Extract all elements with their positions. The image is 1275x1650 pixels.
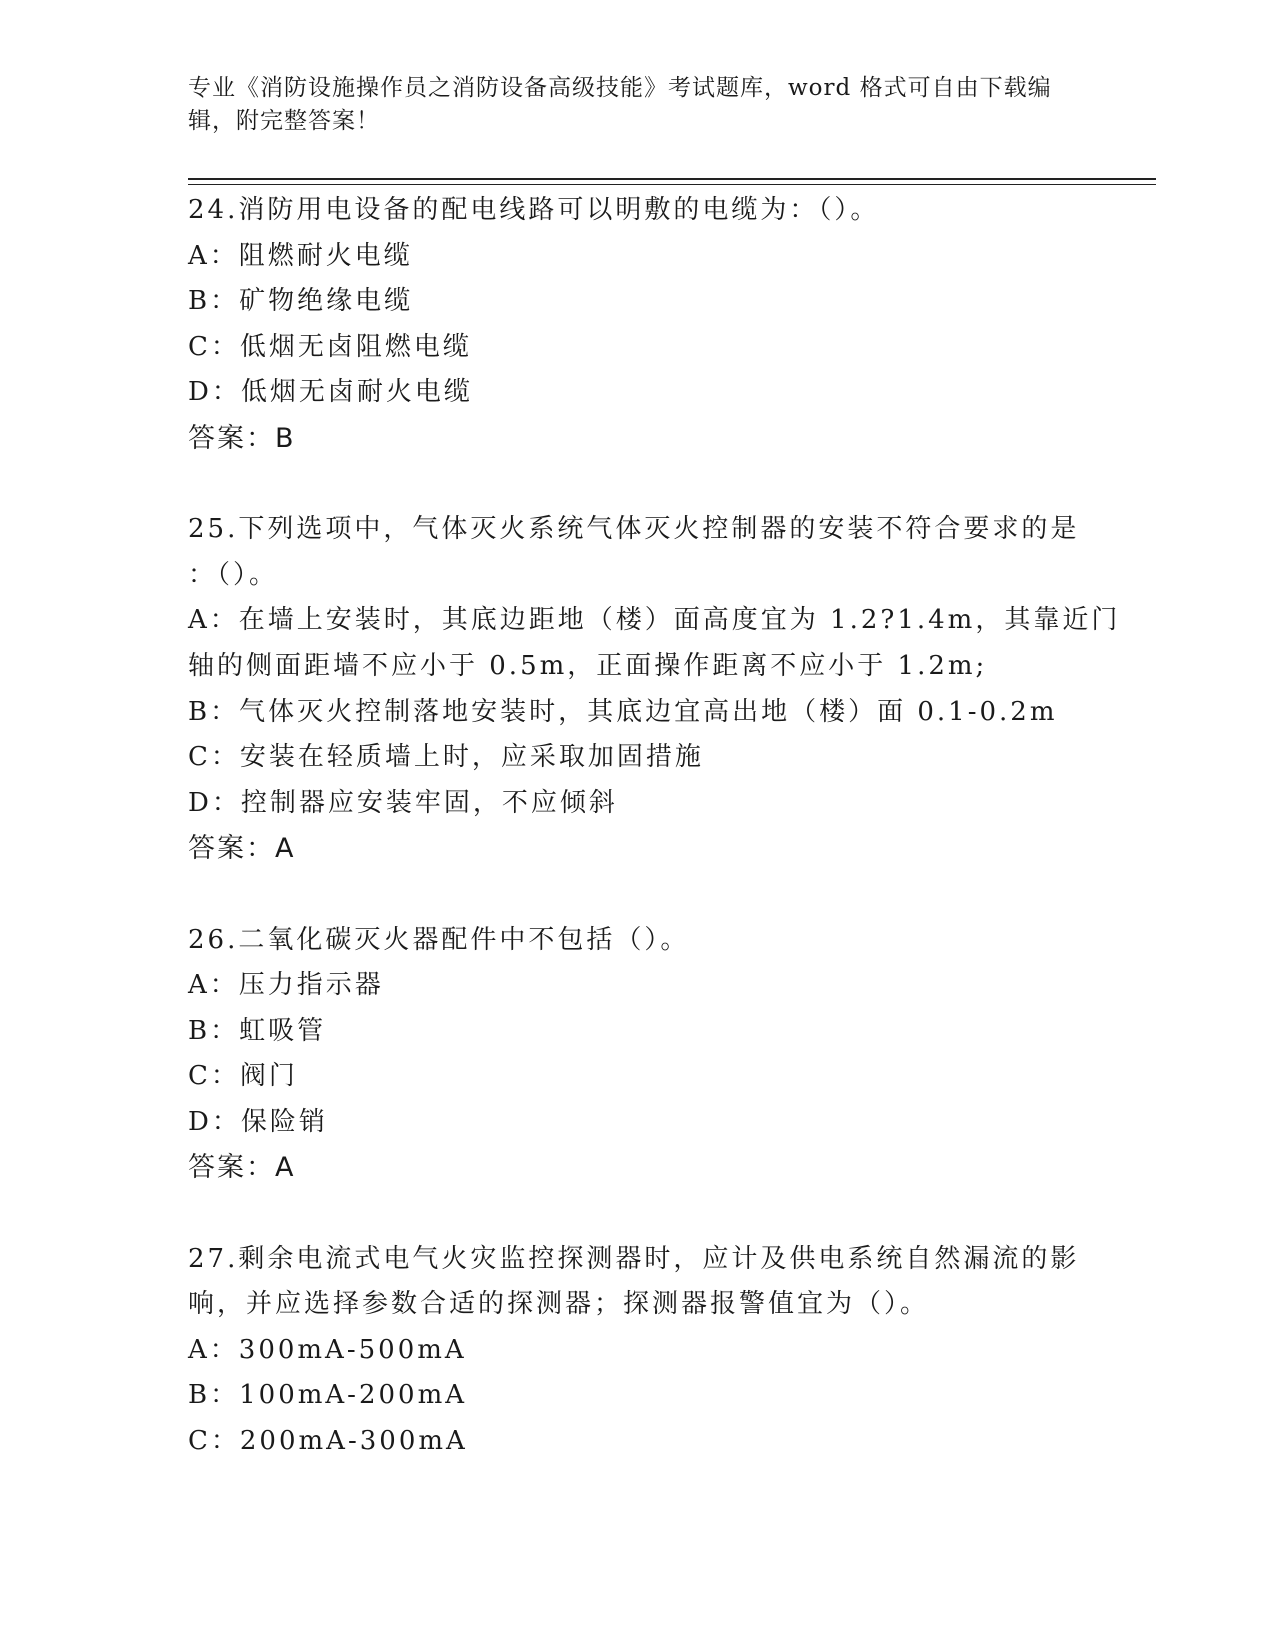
question-24	[188, 188, 1088, 462]
header-divider-thin	[188, 184, 1156, 185]
question-stem-cont: 响，并应选择参数合适的探测器；探测器报警值宜为（）。	[188, 1289, 930, 1320]
option-c: C：阀门	[188, 1061, 298, 1092]
option-b: B：100mA-200mA	[188, 1380, 468, 1411]
question-26	[188, 918, 1088, 1192]
question-stem: 26.二氧化碳灭火器配件中不包括（）。	[188, 924, 690, 955]
answer-label: 答案：A	[188, 833, 296, 865]
option-b: B：气体灭火控制落地安装时，其底边宜高出地（楼）面 0.1-0.2m	[188, 696, 1058, 727]
option-d: D：控制器应安装牢固，不应倾斜	[188, 787, 618, 818]
question-27	[188, 1237, 1088, 1465]
question-stem-cont: ：（）。	[188, 559, 279, 590]
option-c: C：200mA-300mA	[188, 1426, 468, 1457]
question-stem: 25.下列选项中，气体灭火系统气体灭火控制器的安装不符合要求的是	[188, 514, 1080, 545]
option-c: C：低烟无卤阻燃电缆	[188, 331, 472, 362]
header-divider-thick	[188, 178, 1156, 180]
option-b: B：虹吸管	[188, 1015, 327, 1046]
option-a: A：阻燃耐火电缆	[188, 240, 413, 271]
option-a: A：在墙上安装时，其底边距地（楼）面高度宜为 1.2?1.4m，其靠近门	[188, 605, 1121, 636]
answer-label: 答案：A	[188, 1152, 296, 1184]
option-c: C：安装在轻质墙上时，应采取加固措施	[188, 742, 704, 773]
question-25	[188, 507, 1121, 872]
option-a: A：压力指示器	[188, 970, 384, 1001]
question-stem: 27.剩余电流式电气火灾监控探测器时，应计及供电系统自然漏流的影	[188, 1243, 1080, 1274]
option-a: A：300mA-500mA	[188, 1334, 467, 1365]
answer-label: 答案：B	[188, 422, 296, 454]
option-a-cont: 轴的侧面距墙不应小于 0.5m，正面操作距离不应小于 1.2m;	[188, 650, 988, 681]
header-line-1: 专业《消防设施操作员之消防设备高级技能》考试题库，word 格式可自由下载编	[188, 75, 1052, 101]
question-stem: 24.消防用电设备的配电线路可以明敷的电缆为：（）。	[188, 195, 880, 225]
document-header	[188, 72, 1088, 138]
option-d: D：低烟无卤耐火电缆	[188, 377, 473, 408]
option-d: D：保险销	[188, 1106, 328, 1137]
header-line-2: 辑，附完整答案！	[188, 108, 380, 134]
option-b: B：矿物绝缘电缆	[188, 286, 414, 317]
question-list	[188, 188, 1121, 1465]
